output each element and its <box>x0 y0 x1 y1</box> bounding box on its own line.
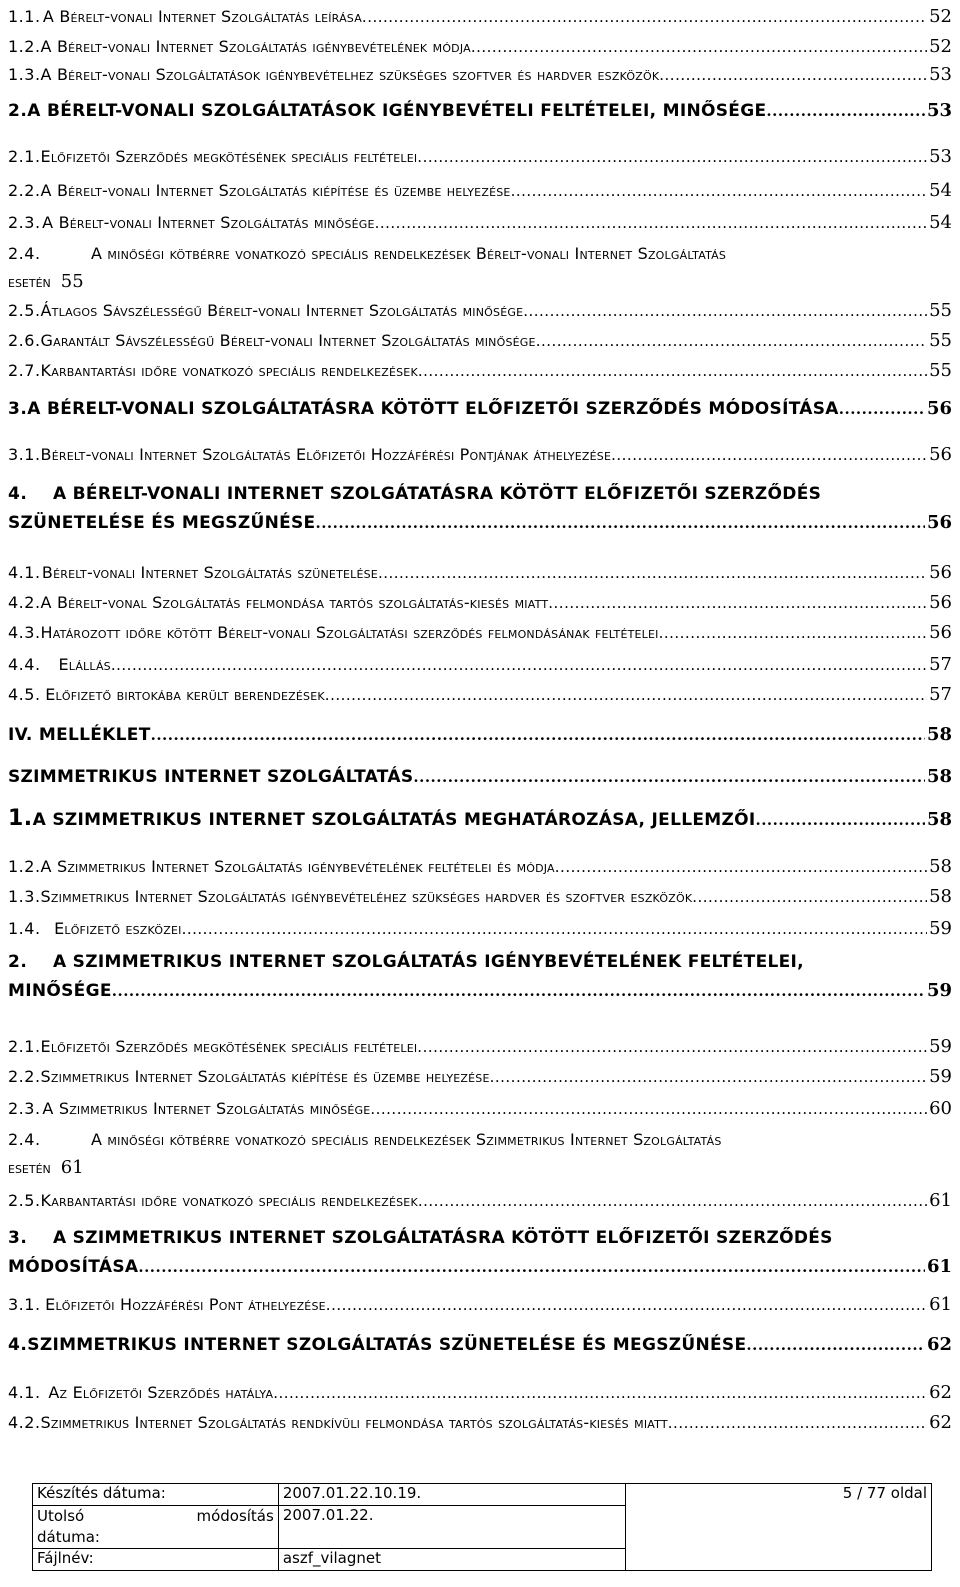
footer-table <box>32 1483 932 1571</box>
toc-entry-title: Karbantartási időre vonatkozó speciális rendelkezések <box>40 1191 418 1210</box>
toc-entry-title: Előfizető eszközei <box>54 919 182 938</box>
toc-entry[interactable] <box>8 952 952 1001</box>
toc-entry-title-continued: SZÜNETELÉSE ÉS MEGSZŰNÉSE <box>8 513 316 533</box>
toc-entry-page: 58 <box>926 766 952 787</box>
toc-entry-page: 54 <box>929 180 952 201</box>
leader-dots <box>611 445 927 464</box>
toc-entry-page: 56 <box>929 622 952 643</box>
toc-entry-page: 62 <box>929 1382 952 1403</box>
toc-entry-title: Átlagos Sávszélességű Bérelt-vonali Internet Szolgáltatás minősége <box>40 301 524 320</box>
toc-entry-title: Előfizető birtokába került berendezések <box>45 685 325 704</box>
toc-entry[interactable] <box>8 100 952 128</box>
toc-entry-number: 2. <box>8 952 28 972</box>
toc-entry-number: 1.4. <box>8 919 41 938</box>
toc-entry-title: A BÉRELT-VONALI SZOLGÁLTATÁSOK IGÉNYBEVÉTELI FELTÉTELEI, MINŐSÉGE <box>27 101 767 121</box>
leader-dots <box>471 37 927 56</box>
leader-dots <box>326 1295 927 1314</box>
toc-entry-page: 59 <box>929 1066 952 1087</box>
toc-entry-number: 4.1. <box>8 1383 41 1402</box>
leader-dots <box>112 981 925 1000</box>
leader-dots <box>315 513 924 532</box>
leader-dots <box>182 919 928 938</box>
toc-entry-page: 56 <box>926 398 952 419</box>
toc-entry-title: IV. MELLÉKLET <box>8 725 151 745</box>
toc-entry-title: A Bérelt-vonali Internet Szolgáltatás leírása <box>42 7 362 26</box>
toc-entry-page: 57 <box>929 684 952 705</box>
toc-entry-page: 58 <box>929 856 952 877</box>
toc-entry[interactable] <box>8 6 952 34</box>
toc-entry-page: 59 <box>926 980 952 1001</box>
modified-value: 2007.01.22. <box>278 1506 625 1549</box>
toc-entry-number: 3. <box>8 1228 28 1248</box>
toc-entry-number: 1.3. <box>8 887 41 906</box>
toc-entry-page: 58 <box>929 886 952 907</box>
toc-entry-title: Elállás <box>58 655 111 674</box>
leader-dots <box>490 1067 927 1086</box>
toc-entry-page: 61 <box>926 1256 952 1277</box>
toc-entry-title: A Szimmetrikus Internet Szolgáltatás igénybevételének feltételei és módja <box>40 857 555 876</box>
toc-entry-title: A Bérelt-vonal Szolgáltatás felmondása tartós szolgáltatás-kiesés miatt <box>40 593 549 612</box>
toc-entry-title: A SZIMMETRIKUS INTERNET SZOLGÁLTATÁS IGÉNYBEVÉTELÉNEK FELTÉTELEI, <box>53 952 804 972</box>
modified-label-2: módosítás <box>196 1507 274 1525</box>
toc-entry-title: Bérelt-vonali Internet Szolgáltatás Előfizetői Hozzáférési Pontjának áthelyezése <box>40 445 612 464</box>
toc-entry[interactable] <box>8 36 952 64</box>
leader-dots <box>659 65 927 84</box>
toc-entry-title: Előfizetői Szerződés megkötésének speciális feltételei <box>40 1037 418 1056</box>
toc-entry[interactable] <box>8 300 952 328</box>
toc-entry[interactable] <box>8 64 952 92</box>
toc-entry-title: SZIMMETRIKUS INTERNET SZOLGÁLTATÁS <box>8 767 414 787</box>
toc-entry-number: 2.6. <box>8 331 41 350</box>
toc-entry-title-continued: MINŐSÉGE <box>8 981 112 1001</box>
leader-dots <box>325 685 927 704</box>
leader-dots <box>151 725 925 744</box>
toc-entry[interactable] <box>8 330 952 358</box>
toc-entry-number: 2.2. <box>8 1067 41 1086</box>
leader-dots <box>375 213 927 232</box>
created-label: Készítés dátuma: <box>33 1484 279 1506</box>
created-value: 2007.01.22.10.19. <box>278 1484 625 1506</box>
toc-entry[interactable] <box>8 360 952 388</box>
toc-entry-page: 61 <box>929 1190 952 1211</box>
toc-entry[interactable] <box>8 146 952 174</box>
toc-entry-page: 54 <box>929 212 952 233</box>
toc-entry[interactable] <box>8 1294 952 1322</box>
leader-dots <box>362 7 927 26</box>
toc-entry-number: 2.3. <box>8 1099 41 1118</box>
toc-entry-title-continued: MÓDOSÍTÁSA <box>8 1257 139 1277</box>
toc-entry-title-continued: esetén <box>8 272 51 291</box>
footer-empty-cell <box>625 1506 931 1549</box>
leader-dots <box>536 331 927 350</box>
toc-entry-page: 58 <box>926 809 952 830</box>
modified-label-3: dátuma: <box>37 1528 100 1546</box>
leader-dots <box>417 147 927 166</box>
toc-entry[interactable] <box>8 886 952 914</box>
toc-entry[interactable] <box>8 212 952 240</box>
toc-entry[interactable] <box>8 244 952 292</box>
leader-dots <box>766 101 925 120</box>
toc-entry-number: 2.4. <box>8 244 41 263</box>
toc-entry[interactable] <box>8 856 952 884</box>
document-footer <box>32 1483 932 1580</box>
toc-entry-number: 2. <box>8 101 28 121</box>
toc-entry-number: 1. <box>8 806 33 831</box>
toc-entry-number: 1.1. <box>8 7 41 26</box>
toc-entry[interactable] <box>8 1098 952 1126</box>
toc-entry-number: 3.1. <box>8 1295 41 1314</box>
toc-entry[interactable] <box>8 484 952 533</box>
leader-dots <box>548 593 927 612</box>
toc-entry-page: 55 <box>929 360 952 381</box>
toc-entry-title: Előfizetői Szerződés megkötésének speciális feltételei <box>40 147 418 166</box>
toc-entry-page: 62 <box>926 1334 952 1355</box>
toc-entry-title: A Bérelt-vonali Internet Szolgáltatás kiépítése és üzembe helyezése <box>40 181 511 200</box>
toc-entry[interactable] <box>8 1036 952 1064</box>
toc-entry-number: 3. <box>8 399 28 419</box>
toc-entry-title: A minőségi kötbérre vonatkozó speciális rendelkezések Szimmetrikus Internet Szolgáltatás <box>91 1130 722 1149</box>
toc-entry-page: 53 <box>929 64 952 85</box>
leader-dots <box>138 1257 925 1276</box>
leader-dots <box>555 857 927 876</box>
toc-entry-number: 4.1. <box>8 563 41 582</box>
toc-entry[interactable] <box>8 398 952 426</box>
toc-entry-number: 2.3. <box>8 213 41 232</box>
modified-label-1: Utolsó <box>37 1507 85 1525</box>
toc-entry-page: 56 <box>929 562 952 583</box>
toc-entry[interactable] <box>8 1412 952 1440</box>
leader-dots <box>659 623 928 642</box>
toc-entry[interactable] <box>8 918 952 946</box>
toc-entry-number: 4.2. <box>8 1413 41 1432</box>
toc-entry-title: A Bérelt-vonali Internet Szolgáltatás igénybevételének módja <box>40 37 471 56</box>
leader-dots <box>378 563 927 582</box>
toc-entry-page: 62 <box>929 1412 952 1433</box>
toc-entry-number: 2.1. <box>8 1037 41 1056</box>
toc-entry[interactable] <box>8 622 952 650</box>
toc-entry-title: A Bérelt-vonali Internet Szolgáltatás minősége <box>42 213 375 232</box>
file-value: aszf_vilagnet <box>278 1549 625 1571</box>
toc-entry-page: 52 <box>929 6 952 27</box>
toc-entry[interactable] <box>8 444 952 472</box>
toc-entry[interactable] <box>8 724 952 752</box>
toc-entry-number: 2.5. <box>8 1191 41 1210</box>
toc-entry-title: Karbantartási időre vonatkozó speciális rendelkezések <box>40 361 418 380</box>
toc-entry-page: 53 <box>929 146 952 167</box>
toc-entry[interactable] <box>8 1228 952 1277</box>
toc-entry-page: 59 <box>929 918 952 939</box>
toc-entry[interactable] <box>8 180 952 208</box>
file-label: Fájlnév: <box>33 1549 279 1571</box>
toc-entry[interactable] <box>8 1130 952 1178</box>
toc-entry-title: Bérelt-vonali Internet Szolgáltatás szünetelése <box>41 563 378 582</box>
toc-entry-title: A minőségi kötbérre vonatkozó speciális rendelkezések Bérelt-vonali Internet Szolgáltatás <box>91 244 727 263</box>
toc-entry-page: 58 <box>926 724 952 745</box>
toc-entry-page: 57 <box>929 654 952 675</box>
leader-dots <box>417 1037 927 1056</box>
toc-entry-title: A BÉRELT-VONALI INTERNET SZOLGÁTATÁSRA KÖTÖTT ELŐFIZETŐI SZERZŐDÉS <box>53 484 822 504</box>
toc-entry-page: 56 <box>929 592 952 613</box>
footer-empty-cell-2 <box>625 1549 931 1571</box>
toc-entry-title: A Szimmetrikus Internet Szolgáltatás minősége <box>42 1099 371 1118</box>
toc-entry-title: Szimmetrikus Internet Szolgáltatás igénybevételéhez szükséges hardver és szoftver eszközök <box>40 887 693 906</box>
toc-entry-page: 55 <box>60 271 84 292</box>
leader-dots <box>668 1413 927 1432</box>
toc-entry-page: 59 <box>929 1036 952 1057</box>
toc-entry-number: 4. <box>8 484 28 504</box>
toc-entry-title: A SZIMMETRIKUS INTERNET SZOLGÁLTATÁS MEGHATÁROZÁSA, JELLEMZŐI <box>32 810 756 830</box>
toc-entry-title: Határozott időre kötött Bérelt-vonali Szolgáltatási szerződés felmondásának feltételei <box>40 623 659 642</box>
toc-entry-title-continued: esetén <box>8 1158 51 1177</box>
leader-dots <box>418 361 927 380</box>
page-info: 5 / 77 oldal <box>625 1484 931 1506</box>
toc-entry-title: Garantált Sávszélességű Bérelt-vonali Internet Szolgáltatás minősége <box>40 331 536 350</box>
toc-entry-title: A SZIMMETRIKUS INTERNET SZOLGÁLTATÁSRA KÖTÖTT ELŐFIZETŐI SZERZŐDÉS <box>53 1228 833 1248</box>
toc-entry-page: 61 <box>60 1157 84 1178</box>
toc-entry[interactable] <box>8 806 952 834</box>
toc-entry[interactable] <box>8 592 952 620</box>
toc-entry-number: 2.4. <box>8 1130 41 1149</box>
leader-dots <box>111 655 927 674</box>
leader-dots <box>746 1335 925 1354</box>
toc-entry-page: 55 <box>929 330 952 351</box>
toc-entry-title: A Bérelt-vonali Szolgáltatások igénybevételhez szükséges szoftver és hardver eszközök <box>40 65 660 84</box>
toc-entry[interactable] <box>8 654 952 682</box>
toc-entry-number: 1.3. <box>8 65 41 84</box>
leader-dots <box>413 767 925 786</box>
toc-entry-number: 4.3. <box>8 623 41 642</box>
toc-entry-title: Szimmetrikus Internet Szolgáltatás kiépítése és üzembe helyezése <box>40 1067 490 1086</box>
toc-entry-number: 4.5. <box>8 685 41 704</box>
toc-entry-page: 56 <box>926 512 952 533</box>
leader-dots <box>755 810 924 829</box>
leader-dots <box>511 181 928 200</box>
toc-entry-number: 2.1. <box>8 147 41 166</box>
leader-dots <box>418 1191 927 1210</box>
toc-entry-number: 3.1. <box>8 445 41 464</box>
toc-entry-title: A BÉRELT-VONALI SZOLGÁLTATÁSRA KÖTÖTT ELŐFIZETŐI SZERZŐDÉS MÓDOSÍTÁSA <box>27 399 839 419</box>
toc-entry[interactable] <box>8 562 952 590</box>
leader-dots <box>273 1383 927 1402</box>
toc-entry-page: 56 <box>929 444 952 465</box>
toc-entry-title: Az Előfizetői Szerződés hatálya <box>48 1383 274 1402</box>
toc-entry-page: 53 <box>926 100 952 121</box>
toc-entry-number: 4.4. <box>8 655 41 674</box>
toc-entry[interactable] <box>8 1334 952 1362</box>
toc-entry[interactable] <box>8 1066 952 1094</box>
toc-entry-page: 52 <box>929 36 952 57</box>
toc-entry[interactable] <box>8 1382 952 1410</box>
leader-dots <box>692 887 927 906</box>
toc-entry-page: 60 <box>929 1098 952 1119</box>
leader-dots <box>839 399 925 418</box>
toc-entry[interactable] <box>8 684 952 712</box>
modified-label <box>33 1506 279 1549</box>
toc-entry-page: 55 <box>929 300 952 321</box>
toc-entry-number: 2.5. <box>8 301 41 320</box>
toc-entry[interactable] <box>8 766 952 794</box>
toc-entry[interactable] <box>8 1190 952 1218</box>
toc-entry-number: 2.7. <box>8 361 41 380</box>
toc-entry-number: 4. <box>8 1335 28 1355</box>
toc-entry-number: 4.2. <box>8 593 41 612</box>
toc-entry-title: SZIMMETRIKUS INTERNET SZOLGÁLTATÁS SZÜNETELÉSE ÉS MEGSZŰNÉSE <box>27 1335 747 1355</box>
toc-entry-title: Előfizetői Hozzáférési Pont áthelyezése <box>45 1295 326 1314</box>
toc-entry-number: 1.2. <box>8 857 41 876</box>
leader-dots <box>370 1099 927 1118</box>
toc-entry-number: 1.2. <box>8 37 41 56</box>
toc-entry-number: 2.2. <box>8 181 41 200</box>
toc-entry-page: 61 <box>929 1294 952 1315</box>
leader-dots <box>523 301 927 320</box>
toc-entry-title: Szimmetrikus Internet Szolgáltatás rendkívüli felmondása tartós szolgáltatás-kiesés miatt <box>40 1413 668 1432</box>
